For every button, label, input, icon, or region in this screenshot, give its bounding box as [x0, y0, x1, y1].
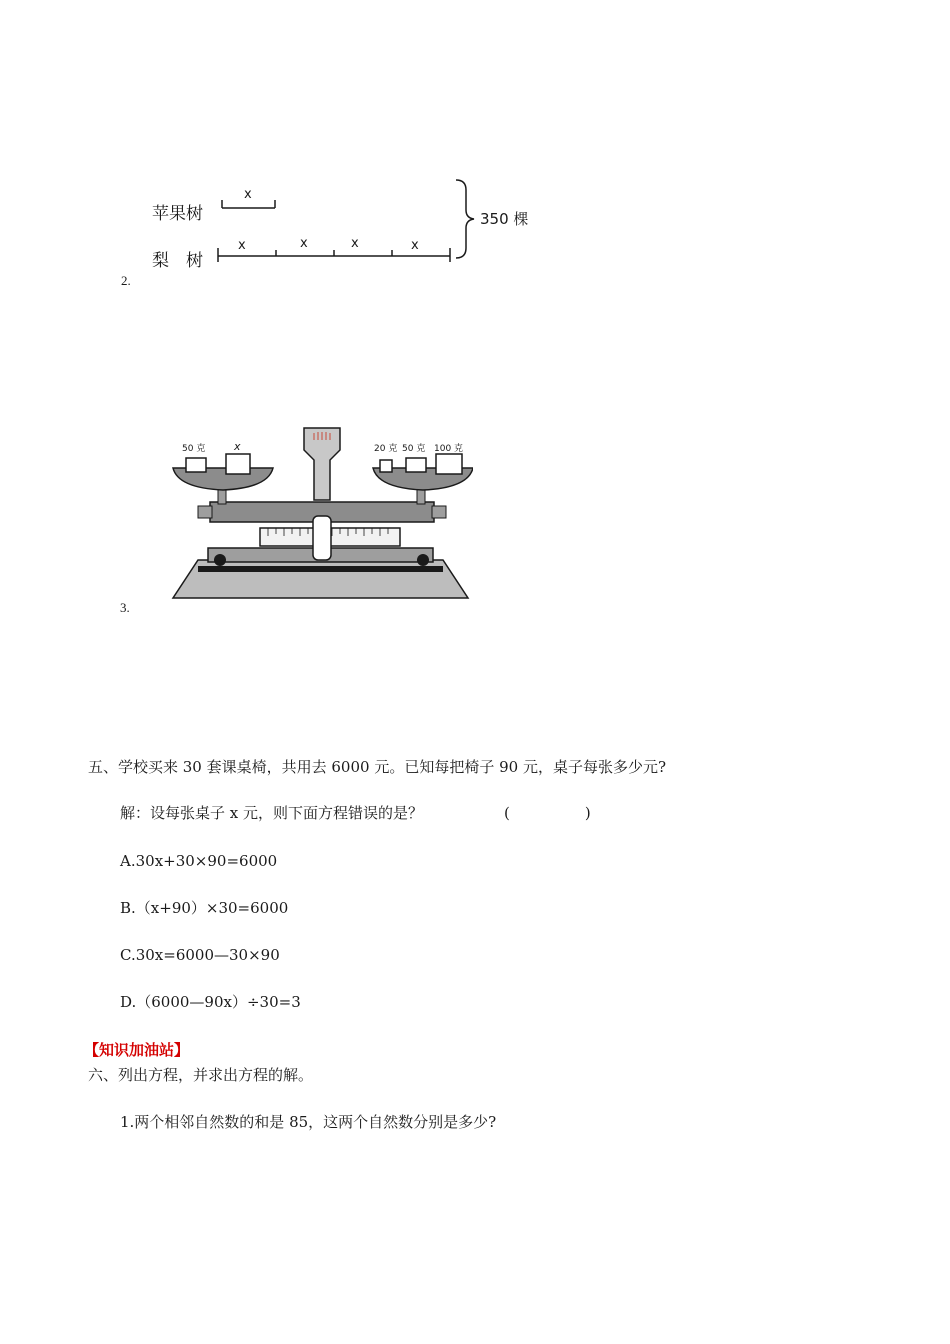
- q6-question: 六、列出方程，并求出方程的解。: [88, 1066, 314, 1084]
- item-number-3: 3.: [120, 600, 130, 615]
- base-stripe: [198, 566, 443, 572]
- q5-question: 五、学校买来 30 套课桌椅，共用去 6000 元。已知每把椅子 90 元，桌子每张多少元?: [88, 758, 667, 776]
- right-foot: [417, 554, 429, 566]
- q5-option-c[interactable]: C.30x=6000—30×90: [120, 946, 280, 964]
- segment-diagram-svg: [140, 170, 560, 280]
- right-label-20g: 20 克: [374, 444, 398, 454]
- left-object-x: [226, 454, 250, 474]
- left-foot: [214, 554, 226, 566]
- row2-label: 梨 树: [152, 251, 203, 271]
- section-heading: 【知识加油站】: [84, 1041, 190, 1059]
- left-weight-50g: [186, 458, 206, 472]
- balance-scale: [168, 420, 473, 602]
- pear-segment-label-3: x: [351, 236, 359, 251]
- q5-option-d[interactable]: D.（6000—90x）÷30=3: [120, 993, 301, 1011]
- left-label-50g: 50 克: [182, 444, 206, 454]
- q5-option-b[interactable]: B.（x+90）×30=6000: [120, 899, 289, 917]
- segment-diagram: [140, 170, 560, 280]
- total-label: 350 棵: [480, 210, 529, 228]
- right-weight-20g: [380, 460, 392, 472]
- q5-answer-blank[interactable]: ( ): [504, 804, 591, 822]
- q5-prompt: 解：设每张桌子 x 元，则下面方程错误的是？: [120, 804, 423, 822]
- row1-label: 苹果树: [152, 204, 203, 224]
- apple-segment-label: x: [244, 187, 252, 202]
- q5-option-a[interactable]: A.30x+30×90=6000: [120, 852, 278, 870]
- left-label-x: x: [234, 440, 241, 453]
- right-label-100g: 100 克: [434, 444, 464, 454]
- right-label-50g: 50 克: [402, 444, 426, 454]
- right-screw: [432, 506, 446, 518]
- pear-segment-label-2: x: [300, 236, 308, 251]
- right-weight-100g: [436, 454, 462, 474]
- item-number-2: 2.: [121, 273, 131, 288]
- balance-scale-svg: [168, 420, 473, 602]
- rider: [313, 516, 331, 560]
- curly-brace: [456, 180, 474, 258]
- pear-segment-label-1: x: [238, 238, 246, 253]
- q6-sub1: 1.两个相邻自然数的和是 85，这两个自然数分别是多少?: [120, 1113, 497, 1131]
- pear-segment-label-4: x: [411, 238, 419, 253]
- right-weight-50g: [406, 458, 426, 472]
- left-screw: [198, 506, 212, 518]
